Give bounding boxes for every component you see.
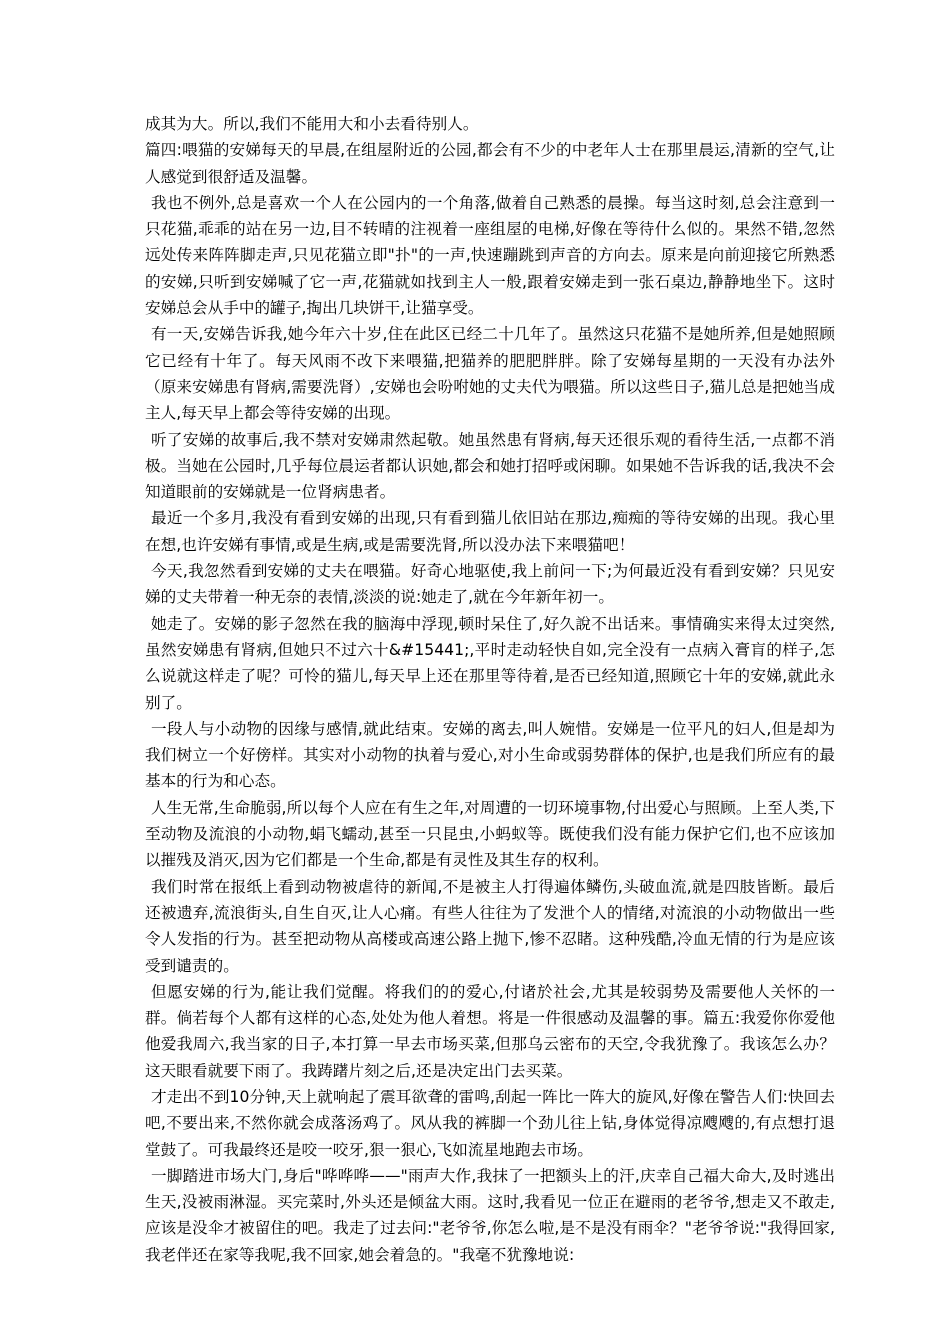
paragraph-10: 人生无常,生命脆弱,所以每个人应在有生之年,对周遭的一切环境事物,付出爱心与照顾。上至人类,下至动物及流浪的小动物,蜎飞蠕动,甚至一只昆虫,小蚂蚁等。既使我们没有能力保护它们,也不应该加以摧残及消灭,因为它们都是一个生命,都是有灵性及其生存的权利。 [145,798,835,870]
document-body [145,111,835,1268]
paragraph-1: 成其为大。所以,我们不能用大和小去看待别人。 [145,115,479,133]
paragraph-12: 但愿安娣的行为,能让我们觉醒。将我们的的爱心,付诸於社会,尤其是较弱势及需要他人关怀的一群。倘若每个人都有这样的心态,处处为他人着想。将是一件很感动及温馨的事。篇五:我爱你你爱他他爱我周六,我当家的日子,本打算一早去市场买菜,但那乌云密布的天空,令我犹豫了。我该怎么办？这天眼看就要下雨了。我踌躇片刻之后,还是决定出门去买菜。 [145,982,835,1080]
paragraph-14: 一脚踏进市场大门,身后"哗哗哗——"雨声大作,我抹了一把额头上的汗,庆幸自己福大命大,及时逃出生天,没被雨淋湿。买完菜时,外头还是倾盆大雨。这时,我看见一位正在避雨的老爷爷,想走又不敢走,应该是没伞才被留住的吧。我走了过去问:"老爷爷,你怎么啦,是不是没有雨伞？"老爷爷说:"我得回家,我老伴还在家等我呢,我不回家,她会着急的。"我毫不犹豫地说: [145,1166,835,1264]
paragraph-3: 我也不例外,总是喜欢一个人在公园内的一个角落,做着自己熟悉的晨操。每当这时刻,总会注意到一只花猫,乖乖的站在另一边,目不转晴的注视着一座组屋的电梯,好像在等待什么似的。果然不错,忽然远处传来阵阵脚走声,只见花猫立即"扑"的一声,快速蹦跳到声音的方向去。原来是向前迎接它所熟悉的安娣,只听到安娣喊了它一声,花猫就如找到主人一般,跟着安娣走到一张石桌边,静静地坐下。这时安娣总会从手中的罐子,掏出几块饼干,让猫享受。 [145,193,835,318]
paragraph-13: 才走出不到10分钟,天上就响起了震耳欲聋的雷鸣,刮起一阵比一阵大的旋风,好像在警告人们:快回去吧,不要出来,不然你就会成落汤鸡了。风从我的裤脚一个劲儿往上钻,身体觉得凉飕飕的,有点想打退堂鼓了。可我最终还是咬一咬牙,狠一狠心,飞如流星地跑去市场。 [145,1087,835,1159]
paragraph-7: 今天,我忽然看到安娣的丈夫在喂猫。好奇心地驱使,我上前问一下;为何最近没有看到安娣？只见安娣的丈夫带着一种无奈的表情,淡淡的说:她走了,就在今年新年初一。 [145,562,835,607]
paragraph-6: 最近一个多月,我没有看到安娣的出现,只有看到猫儿依旧站在那边,痴痴的等待安娣的出现。我心里在想,也许安娣有事情,或是生病,或是需要洗肾,所以没办法下来喂猫吧！ [145,509,835,554]
paragraph-2: 篇四:喂猫的安娣每天的早晨,在组屋附近的公园,都会有不少的中老年人士在那里晨运,清新的空气,让人感觉到很舒适及温馨。 [145,141,835,186]
paragraph-5: 听了安娣的故事后,我不禁对安娣肃然起敬。她虽然患有肾病,每天还很乐观的看待生活,一点都不消极。当她在公园时,几乎每位晨运者都认识她,都会和她打招呼或闲聊。如果她不告诉我的话,我决不会知道眼前的安娣就是一位肾病患者。 [145,430,835,502]
paragraph-8: 她走了。安娣的影子忽然在我的脑海中浮现,顿时呆住了,好久說不出话来。事情确实来得太过突然,虽然安娣患有肾病,但她只不过六十&#15441;,平时走动轻快自如,完全没有一点病入膏肓的样子,怎么说就这样走了呢？可怜的猫儿,每天早上还在那里等待着,是否已经知道,照顾它十年的安娣,就此永别了。 [145,614,835,712]
paragraph-11: 我们时常在报纸上看到动物被虐待的新闻,不是被主人打得遍体鳞伤,头破血流,就是四肢皆断。最后还被遗弃,流浪街头,自生自灭,让人心痛。有些人往往为了发泄个人的情绪,对流浪的小动物做出一些令人发指的行为。甚至把动物从高楼或高速公路上抛下,惨不忍睹。这种残酷,冷血无情的行为是应该受到谴责的。 [145,877,835,975]
paragraph-4: 有一天,安娣告诉我,她今年六十岁,住在此区已经二十几年了。虽然这只花猫不是她所养,但是她照顾它已经有十年了。每天风雨不改下来喂猫,把猫养的肥肥胖胖。除了安娣每星期的一天没有办法外（原来安娣患有肾病,需要洗肾）,安娣也会吩咐她的丈夫代为喂猫。所以这些日子,猫儿总是把她当成主人,每天早上都会等待安娣的出现。 [145,325,835,423]
paragraph-9: 一段人与小动物的因缘与感情,就此结束。安娣的离去,叫人婉惜。安娣是一位平凡的妇人,但是却为我们树立一个好傍样。其实对小动物的执着与爱心,对小生命或弱势群体的保护,也是我们所应有的最基本的行为和心态。 [145,719,835,791]
